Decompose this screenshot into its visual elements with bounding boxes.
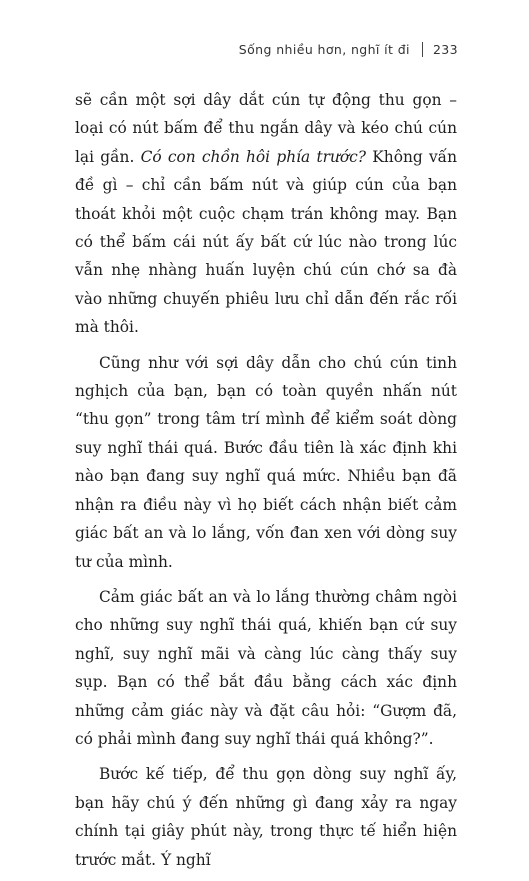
paragraph-1-part-a: sẽ cần một sợi dây dắt cún tự động thu gọn – loại có nút bấm để thu ngắn dây và kéo chú cún lại gần. bbox=[75, 91, 457, 166]
paragraph-1 bbox=[75, 86, 457, 342]
body-text bbox=[75, 86, 457, 881]
paragraph-4: Bước kế tiếp, để thu gọn dòng suy nghĩ ấy, bạn hãy chú ý đến những gì đang xảy ra ngay chính tại giây phút này, trong thực tế hiển hiện trước mắt. Ý nghĩ bbox=[75, 765, 457, 869]
paragraph-3: Cảm giác bất an và lo lắng thường châm ngòi cho những suy nghĩ thái quá, khiến bạn cứ suy nghĩ, suy nghĩ mãi và càng lúc càng thấy suy sụp. Bạn có thể bắt đầu bằng cách xác định những cảm giác này và đặt câu hỏi: “Gượm đã, có phải mình đang suy nghĩ thái quá không?”. bbox=[75, 587, 457, 748]
page-number: 233 bbox=[432, 42, 458, 57]
running-title: Sống nhiều hơn, nghĩ ít đi bbox=[238, 42, 410, 57]
running-header bbox=[239, 42, 458, 57]
paragraph-2: Cũng như với sợi dây dẫn cho chú cún tinh nghịch của bạn, bạn có toàn quyền nhấn nút “thu gọn” trong tâm trí mình để kiểm soát dòng suy nghĩ thái quá. Bước đầu tiên là xác định khi nào bạn đang suy nghĩ quá mức. Nhiều bạn đã nhận ra điều này vì họ biết cách nhận biết cảm giác bất an và lo lắng, vốn đan xen với dòng suy tư của mình. bbox=[75, 353, 457, 571]
paragraph-1-part-b: Không vấn đề gì – chỉ cần bấm nút và giúp cún của bạn thoát khỏi một cuộc chạm trán không may. Bạn có thể bấm cái nút ấy bất cứ lúc nào trong lúc vẫn nhẹ nhàng huấn luyện chú cún chớ sa đà vào những chuyến phiêu lưu chỉ dẫn đến rắc rối mà thôi. bbox=[75, 147, 458, 337]
paragraph-1-italic: Có con chồn hôi phía trước? bbox=[140, 147, 367, 166]
header-divider bbox=[422, 42, 423, 57]
